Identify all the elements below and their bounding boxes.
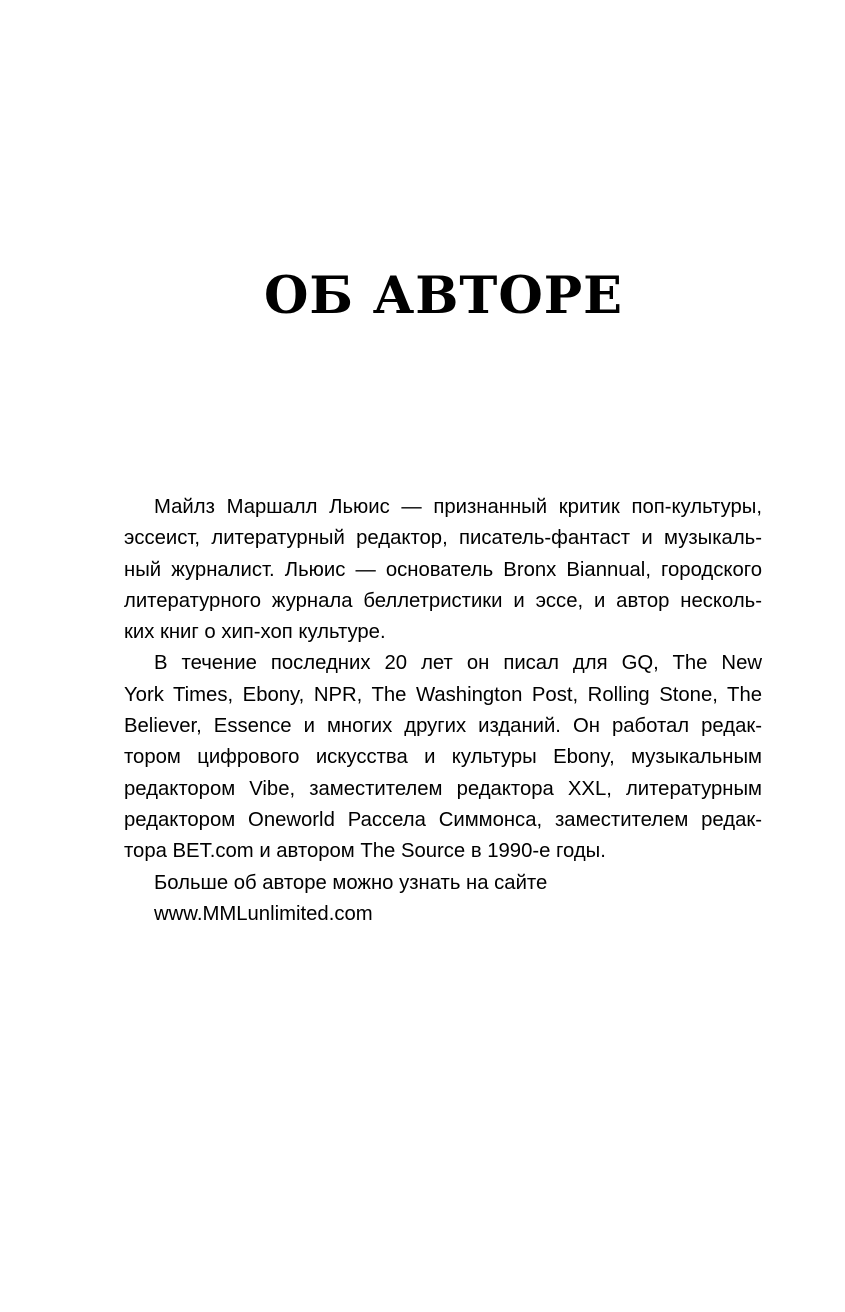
text-line: тора BET.com и автором The Source в 1990-е годы. — [124, 840, 606, 863]
website-link[interactable]: www.MMLunlimited.com — [154, 902, 373, 925]
text-line: эссеист, литературный редактор, писатель-фантаст и музыкаль- — [124, 527, 762, 550]
author-bio — [124, 492, 762, 930]
text-line: Больше об авторе можно узнать на сайте — [154, 871, 548, 894]
text-line: литературного журнала беллетристики и эссе, и автор несколь- — [124, 589, 762, 612]
text-line: ный журналист. Льюис — основатель Bronx Biannual, городского — [124, 558, 762, 581]
page-title: ОБ АВТОРЕ — [263, 266, 623, 326]
text-line: York Times, Ebony, NPR, The Washington Post, Rolling Stone, The — [124, 683, 762, 706]
text-line: тором цифрового искусства и культуры Ebony, музыкальным — [124, 746, 762, 769]
text-line: редактором Vibe, заместителем редактора XXL, литературным — [124, 777, 762, 800]
text-line: Believer, Essence и многих других изданий. Он работал редак- — [124, 715, 762, 738]
text-line: ких книг о хип-хоп культуре. — [124, 621, 386, 644]
text-line: Майлз Маршалл Льюис — признанный критик поп-культуры, — [154, 496, 762, 518]
text-line: В течение последних 20 лет он писал для GQ, The New — [154, 652, 762, 675]
text-line: редактором Oneworld Рассела Симмонса, заместителем редак- — [124, 808, 762, 831]
